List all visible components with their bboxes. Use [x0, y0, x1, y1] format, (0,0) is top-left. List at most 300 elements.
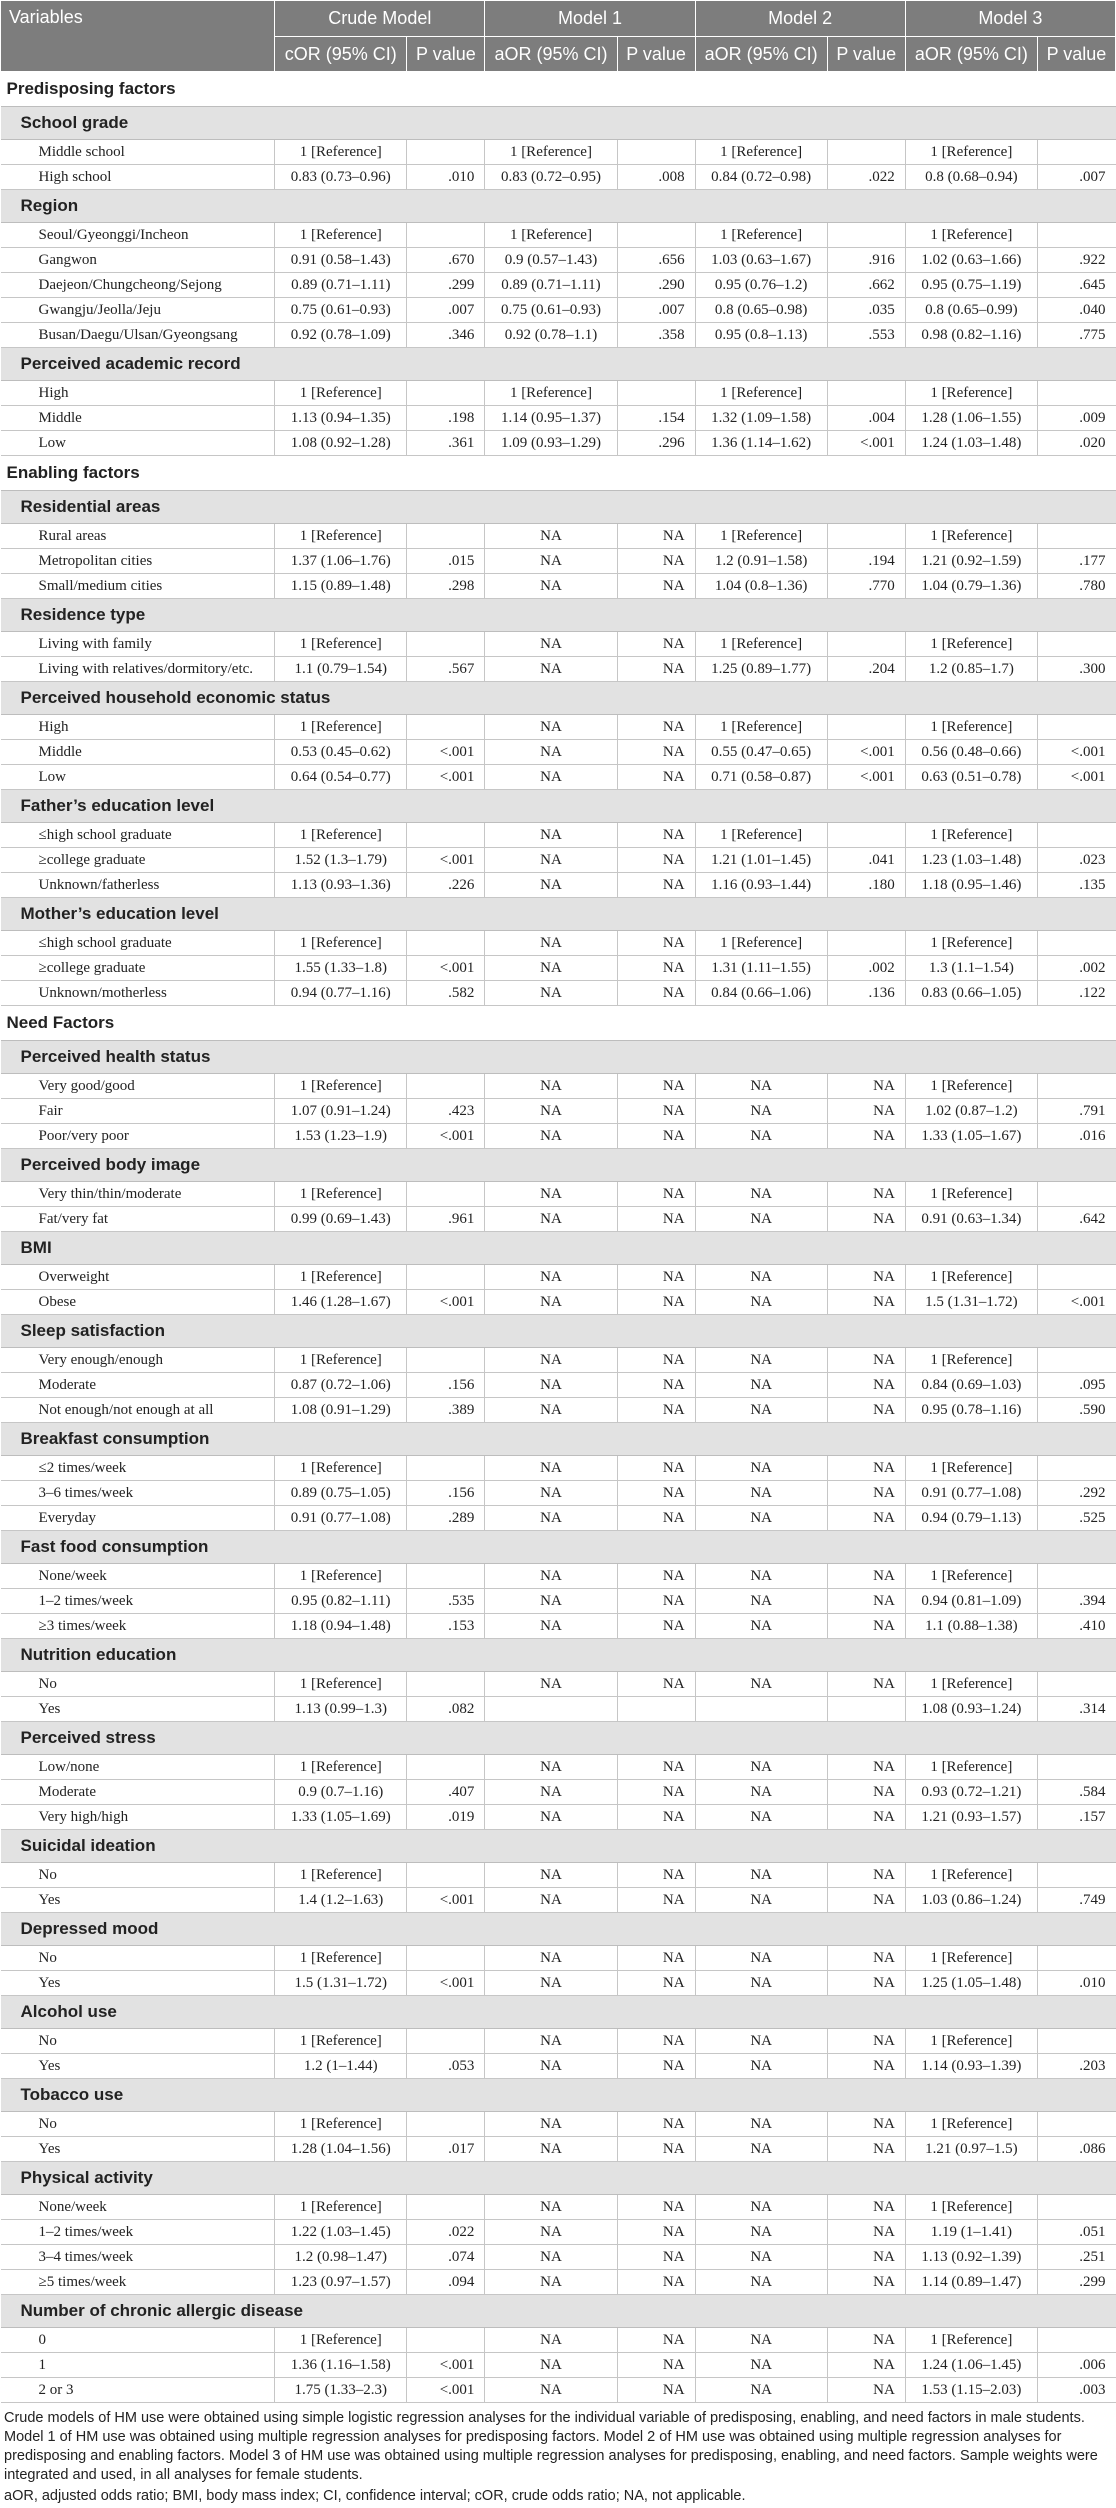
row-label: High: [1, 381, 275, 406]
group-header-row: [1, 1531, 1116, 1564]
p-value-cell: [827, 1697, 905, 1722]
p-value-cell: NA: [617, 2270, 695, 2295]
odds-ratio-cell: NA: [485, 2378, 617, 2403]
p-value-cell: [1037, 1863, 1115, 1888]
odds-ratio-cell: 0.93 (0.72–1.21): [905, 1780, 1037, 1805]
col-header-p-value: P value: [1037, 37, 1115, 72]
odds-ratio-cell: 1 [Reference]: [905, 1946, 1037, 1971]
odds-ratio-cell: NA: [695, 2378, 827, 2403]
odds-ratio-cell: 0.71 (0.58–0.87): [695, 765, 827, 790]
p-value-cell: [407, 1348, 485, 1373]
p-value-cell: [1037, 2029, 1115, 2054]
odds-ratio-cell: 1.5 (1.31–1.72): [275, 1971, 407, 1996]
group-title: Perceived body image: [1, 1149, 1116, 1182]
p-value-cell: [1037, 931, 1115, 956]
odds-ratio-cell: NA: [485, 1946, 617, 1971]
group-title: Nutrition education: [1, 1639, 1116, 1672]
p-value-cell: NA: [617, 765, 695, 790]
p-value-cell: .022: [407, 2220, 485, 2245]
table-row: [1, 1614, 1116, 1639]
odds-ratio-cell: 0.84 (0.66–1.06): [695, 981, 827, 1006]
p-value-cell: [827, 381, 905, 406]
p-value-cell: .251: [1037, 2245, 1115, 2270]
p-value-cell: [827, 223, 905, 248]
odds-ratio-cell: 1 [Reference]: [275, 1265, 407, 1290]
row-label: Not enough/not enough at all: [1, 1398, 275, 1423]
p-value-cell: NA: [827, 1564, 905, 1589]
table-row: [1, 524, 1116, 549]
p-value-cell: .226: [407, 873, 485, 898]
p-value-cell: .041: [827, 848, 905, 873]
p-value-cell: NA: [617, 1456, 695, 1481]
p-value-cell: [617, 140, 695, 165]
p-value-cell: .770: [827, 574, 905, 599]
odds-ratio-cell: 1.08 (0.92–1.28): [275, 431, 407, 456]
col-header-cor: cOR (95% CI): [275, 37, 407, 72]
p-value-cell: .156: [407, 1481, 485, 1506]
row-label: Middle school: [1, 140, 275, 165]
p-value-cell: NA: [617, 1481, 695, 1506]
odds-ratio-cell: NA: [485, 740, 617, 765]
p-value-cell: .584: [1037, 1780, 1115, 1805]
p-value-cell: [1037, 524, 1115, 549]
p-value-cell: .040: [1037, 298, 1115, 323]
odds-ratio-cell: 1.31 (1.11–1.55): [695, 956, 827, 981]
p-value-cell: NA: [617, 873, 695, 898]
table-row: [1, 1697, 1116, 1722]
p-value-cell: NA: [617, 1348, 695, 1373]
p-value-cell: [1037, 632, 1115, 657]
p-value-cell: .299: [1037, 2270, 1115, 2295]
table-row: [1, 140, 1116, 165]
odds-ratio-cell: 1 [Reference]: [905, 1074, 1037, 1099]
p-value-cell: .194: [827, 549, 905, 574]
p-value-cell: NA: [827, 1373, 905, 1398]
row-label: Small/medium cities: [1, 574, 275, 599]
table-row: [1, 1946, 1116, 1971]
crude-model-header: Crude Model: [275, 1, 485, 37]
p-value-cell: .010: [1037, 1971, 1115, 1996]
table-row: [1, 931, 1116, 956]
odds-ratio-cell: 1 [Reference]: [275, 1074, 407, 1099]
p-value-cell: NA: [827, 1398, 905, 1423]
odds-ratio-cell: 1.55 (1.33–1.8): [275, 956, 407, 981]
odds-ratio-cell: 0.91 (0.63–1.34): [905, 1207, 1037, 1232]
odds-ratio-cell: 0.91 (0.58–1.43): [275, 248, 407, 273]
odds-ratio-cell: 0.9 (0.7–1.16): [275, 1780, 407, 1805]
p-value-cell: .007: [617, 298, 695, 323]
row-label: 1–2 times/week: [1, 1589, 275, 1614]
p-value-cell: [407, 2328, 485, 2353]
odds-ratio-cell: 1.09 (0.93–1.29): [485, 431, 617, 456]
odds-ratio-cell: 1.2 (0.98–1.47): [275, 2245, 407, 2270]
group-header-row: [1, 107, 1116, 140]
p-value-cell: .095: [1037, 1373, 1115, 1398]
odds-ratio-cell: NA: [485, 2245, 617, 2270]
odds-ratio-cell: NA: [695, 2029, 827, 2054]
odds-ratio-cell: 1 [Reference]: [695, 381, 827, 406]
odds-ratio-cell: 1 [Reference]: [275, 823, 407, 848]
odds-ratio-cell: NA: [485, 1481, 617, 1506]
row-label: Very enough/enough: [1, 1348, 275, 1373]
odds-ratio-cell: 0.84 (0.72–0.98): [695, 165, 827, 190]
table-row: [1, 298, 1116, 323]
p-value-cell: NA: [617, 657, 695, 682]
odds-ratio-cell: NA: [695, 1265, 827, 1290]
p-value-cell: .346: [407, 323, 485, 348]
odds-ratio-cell: 1.13 (0.92–1.39): [905, 2245, 1037, 2270]
odds-ratio-cell: NA: [485, 2137, 617, 2162]
p-value-cell: [1037, 1946, 1115, 1971]
row-label: Moderate: [1, 1780, 275, 1805]
odds-ratio-cell: 1.13 (0.93–1.36): [275, 873, 407, 898]
p-value-cell: NA: [617, 1564, 695, 1589]
p-value-cell: NA: [827, 1124, 905, 1149]
row-label: Daejeon/Chungcheong/Sejong: [1, 273, 275, 298]
p-value-cell: .003: [1037, 2378, 1115, 2403]
odds-ratio-cell: 1.14 (0.95–1.37): [485, 406, 617, 431]
p-value-cell: NA: [827, 1888, 905, 1913]
p-value-cell: NA: [617, 574, 695, 599]
odds-ratio-cell: 1.33 (1.05–1.67): [905, 1124, 1037, 1149]
p-value-cell: NA: [617, 1805, 695, 1830]
p-value-cell: <.001: [1037, 1290, 1115, 1315]
p-value-cell: .670: [407, 248, 485, 273]
group-title: Residential areas: [1, 491, 1116, 524]
odds-ratio-cell: NA: [485, 1373, 617, 1398]
group-title: Sleep satisfaction: [1, 1315, 1116, 1348]
odds-ratio-cell: 1 [Reference]: [905, 1564, 1037, 1589]
p-value-cell: [617, 381, 695, 406]
odds-ratio-cell: 1.3 (1.1–1.54): [905, 956, 1037, 981]
p-value-cell: NA: [617, 848, 695, 873]
odds-ratio-cell: 0.83 (0.66–1.05): [905, 981, 1037, 1006]
p-value-cell: NA: [827, 2054, 905, 2079]
odds-ratio-cell: 1.02 (0.87–1.2): [905, 1099, 1037, 1124]
row-label: Everyday: [1, 1506, 275, 1531]
table-row: [1, 1207, 1116, 1232]
p-value-cell: <.001: [407, 2353, 485, 2378]
p-value-cell: [617, 1697, 695, 1722]
p-value-cell: .590: [1037, 1398, 1115, 1423]
p-value-cell: <.001: [407, 1971, 485, 1996]
p-value-cell: .749: [1037, 1888, 1115, 1913]
odds-ratio-cell: NA: [485, 1182, 617, 1207]
row-label: Overweight: [1, 1265, 275, 1290]
p-value-cell: NA: [827, 1672, 905, 1697]
odds-ratio-cell: 0.55 (0.47–0.65): [695, 740, 827, 765]
p-value-cell: NA: [617, 1398, 695, 1423]
p-value-cell: [407, 140, 485, 165]
odds-ratio-cell: NA: [485, 1564, 617, 1589]
p-value-cell: [407, 715, 485, 740]
odds-ratio-cell: 1.5 (1.31–1.72): [905, 1290, 1037, 1315]
p-value-cell: NA: [617, 2378, 695, 2403]
odds-ratio-cell: 1 [Reference]: [905, 2328, 1037, 2353]
p-value-cell: .019: [407, 1805, 485, 1830]
p-value-cell: .642: [1037, 1207, 1115, 1232]
odds-ratio-cell: 1.21 (1.01–1.45): [695, 848, 827, 873]
odds-ratio-cell: 1 [Reference]: [905, 2029, 1037, 2054]
odds-ratio-cell: NA: [485, 873, 617, 898]
group-header-row: [1, 790, 1116, 823]
odds-ratio-cell: NA: [485, 931, 617, 956]
p-value-cell: NA: [827, 1290, 905, 1315]
odds-ratio-cell: NA: [695, 2137, 827, 2162]
model-1-header: Model 1: [485, 1, 695, 37]
odds-ratio-cell: 0.8 (0.65–0.99): [905, 298, 1037, 323]
p-value-cell: .582: [407, 981, 485, 1006]
p-value-cell: NA: [617, 2112, 695, 2137]
group-title: Fast food consumption: [1, 1531, 1116, 1564]
group-title: Breakfast consumption: [1, 1423, 1116, 1456]
p-value-cell: NA: [827, 1481, 905, 1506]
p-value-cell: NA: [827, 1099, 905, 1124]
p-value-cell: .177: [1037, 549, 1115, 574]
table-row: [1, 765, 1116, 790]
odds-ratio-cell: NA: [485, 1348, 617, 1373]
row-label: None/week: [1, 2195, 275, 2220]
odds-ratio-cell: 1 [Reference]: [695, 931, 827, 956]
row-label: No: [1, 2112, 275, 2137]
p-value-cell: NA: [827, 2195, 905, 2220]
p-value-cell: .662: [827, 273, 905, 298]
p-value-cell: NA: [827, 1207, 905, 1232]
odds-ratio-cell: NA: [695, 2245, 827, 2270]
odds-ratio-cell: 0.98 (0.82–1.16): [905, 323, 1037, 348]
group-header-row: [1, 599, 1116, 632]
p-value-cell: .292: [1037, 1481, 1115, 1506]
odds-ratio-cell: 0.75 (0.61–0.93): [485, 298, 617, 323]
section-title: Predisposing factors: [1, 72, 1116, 107]
p-value-cell: .004: [827, 406, 905, 431]
odds-ratio-cell: NA: [485, 1398, 617, 1423]
table-row: [1, 1456, 1116, 1481]
row-label: Fat/very fat: [1, 1207, 275, 1232]
odds-ratio-cell: 0.83 (0.73–0.96): [275, 165, 407, 190]
p-value-cell: NA: [617, 1074, 695, 1099]
p-value-cell: NA: [617, 1589, 695, 1614]
p-value-cell: NA: [617, 1290, 695, 1315]
group-header-row: [1, 2162, 1116, 2195]
odds-ratio-cell: 1.23 (0.97–1.57): [275, 2270, 407, 2295]
row-label: Gangwon: [1, 248, 275, 273]
table-row: [1, 323, 1116, 348]
p-value-cell: [407, 1946, 485, 1971]
p-value-cell: <.001: [407, 740, 485, 765]
odds-ratio-cell: 1.08 (0.93–1.24): [905, 1697, 1037, 1722]
p-value-cell: .361: [407, 431, 485, 456]
table-row: [1, 165, 1116, 190]
table-row: [1, 740, 1116, 765]
p-value-cell: NA: [827, 1780, 905, 1805]
odds-ratio-cell: 1.21 (0.97–1.5): [905, 2137, 1037, 2162]
p-value-cell: [1037, 823, 1115, 848]
p-value-cell: .296: [617, 431, 695, 456]
table-row: [1, 2220, 1116, 2245]
p-value-cell: .122: [1037, 981, 1115, 1006]
p-value-cell: NA: [617, 2029, 695, 2054]
group-header-row: [1, 1041, 1116, 1074]
odds-ratio-cell: 1 [Reference]: [485, 223, 617, 248]
p-value-cell: [617, 223, 695, 248]
row-label: 3–6 times/week: [1, 1481, 275, 1506]
row-label: No: [1, 1946, 275, 1971]
odds-ratio-cell: 1 [Reference]: [905, 1182, 1037, 1207]
odds-ratio-cell: 1 [Reference]: [275, 223, 407, 248]
table-row: [1, 1780, 1116, 1805]
odds-ratio-cell: 1.25 (0.89–1.77): [695, 657, 827, 682]
odds-ratio-cell: 1 [Reference]: [905, 1348, 1037, 1373]
table-row: [1, 273, 1116, 298]
group-header-row: [1, 491, 1116, 524]
odds-ratio-cell: 1 [Reference]: [275, 931, 407, 956]
group-title: Perceived health status: [1, 1041, 1116, 1074]
table-body: [1, 72, 1116, 2403]
row-label: Fair: [1, 1099, 275, 1124]
p-value-cell: NA: [827, 2353, 905, 2378]
odds-ratio-cell: NA: [485, 956, 617, 981]
odds-ratio-cell: 1.1 (0.79–1.54): [275, 657, 407, 682]
p-value-cell: [1037, 1456, 1115, 1481]
row-label: Low: [1, 431, 275, 456]
p-value-cell: NA: [827, 2245, 905, 2270]
odds-ratio-cell: NA: [485, 1589, 617, 1614]
odds-ratio-cell: NA: [695, 2195, 827, 2220]
odds-ratio-cell: 1 [Reference]: [905, 1265, 1037, 1290]
table-row: [1, 1481, 1116, 1506]
odds-ratio-cell: 1.23 (1.03–1.48): [905, 848, 1037, 873]
p-value-cell: NA: [617, 1207, 695, 1232]
odds-ratio-cell: NA: [485, 1755, 617, 1780]
odds-ratio-cell: 1 [Reference]: [275, 381, 407, 406]
p-value-cell: NA: [617, 1373, 695, 1398]
p-value-cell: .645: [1037, 273, 1115, 298]
odds-ratio-cell: NA: [485, 1805, 617, 1830]
odds-ratio-cell: 0.56 (0.48–0.66): [905, 740, 1037, 765]
odds-ratio-cell: 1 [Reference]: [905, 223, 1037, 248]
row-label: Obese: [1, 1290, 275, 1315]
group-title: Tobacco use: [1, 2079, 1116, 2112]
p-value-cell: NA: [617, 2353, 695, 2378]
p-value-cell: .922: [1037, 248, 1115, 273]
p-value-cell: .135: [1037, 873, 1115, 898]
odds-ratio-cell: 0.89 (0.71–1.11): [275, 273, 407, 298]
odds-ratio-cell: NA: [695, 1564, 827, 1589]
odds-ratio-cell: NA: [695, 2220, 827, 2245]
row-label: No: [1, 2029, 275, 2054]
odds-ratio-cell: NA: [485, 823, 617, 848]
odds-ratio-cell: 1 [Reference]: [695, 715, 827, 740]
odds-ratio-cell: 1.1 (0.88–1.38): [905, 1614, 1037, 1639]
odds-ratio-cell: 1.14 (0.89–1.47): [905, 2270, 1037, 2295]
row-label: Middle: [1, 406, 275, 431]
p-value-cell: .553: [827, 323, 905, 348]
p-value-cell: .156: [407, 1373, 485, 1398]
odds-ratio-cell: NA: [485, 1672, 617, 1697]
p-value-cell: [1037, 1755, 1115, 1780]
p-value-cell: .002: [827, 956, 905, 981]
row-label: Metropolitan cities: [1, 549, 275, 574]
odds-ratio-cell: 1 [Reference]: [905, 1755, 1037, 1780]
odds-ratio-cell: NA: [485, 1971, 617, 1996]
p-value-cell: .525: [1037, 1506, 1115, 1531]
odds-ratio-cell: 1.04 (0.8–1.36): [695, 574, 827, 599]
p-value-cell: [827, 524, 905, 549]
odds-ratio-cell: 0.87 (0.72–1.06): [275, 1373, 407, 1398]
p-value-cell: NA: [617, 1971, 695, 1996]
odds-ratio-cell: 1 [Reference]: [485, 381, 617, 406]
group-title: Father’s education level: [1, 790, 1116, 823]
p-value-cell: <.001: [407, 1290, 485, 1315]
odds-ratio-cell: 1.36 (1.16–1.58): [275, 2353, 407, 2378]
row-label: Yes: [1, 1697, 275, 1722]
table-row: [1, 1348, 1116, 1373]
odds-ratio-cell: 0.94 (0.77–1.16): [275, 981, 407, 1006]
p-value-cell: <.001: [827, 765, 905, 790]
p-value-cell: .299: [407, 273, 485, 298]
table-row: [1, 2029, 1116, 2054]
p-value-cell: NA: [617, 549, 695, 574]
odds-ratio-cell: NA: [695, 2054, 827, 2079]
table-row: [1, 406, 1116, 431]
p-value-cell: <.001: [407, 765, 485, 790]
odds-ratio-cell: NA: [695, 1805, 827, 1830]
p-value-cell: .023: [1037, 848, 1115, 873]
p-value-cell: <.001: [1037, 765, 1115, 790]
col-header-p-value: P value: [617, 37, 695, 72]
p-value-cell: .074: [407, 2245, 485, 2270]
p-value-cell: [407, 632, 485, 657]
p-value-cell: .204: [827, 657, 905, 682]
table-row: [1, 2112, 1116, 2137]
table-row: [1, 223, 1116, 248]
p-value-cell: .015: [407, 549, 485, 574]
p-value-cell: .094: [407, 2270, 485, 2295]
col-header-p-value: P value: [407, 37, 485, 72]
p-value-cell: [407, 1074, 485, 1099]
odds-ratio-cell: 1.19 (1–1.41): [905, 2220, 1037, 2245]
p-value-cell: NA: [827, 1614, 905, 1639]
odds-ratio-cell: 1.08 (0.91–1.29): [275, 1398, 407, 1423]
group-header-row: [1, 1913, 1116, 1946]
table-row: [1, 1672, 1116, 1697]
row-label: 0: [1, 2328, 275, 2353]
table-row: [1, 1971, 1116, 1996]
group-title: Region: [1, 190, 1116, 223]
odds-ratio-cell: 1 [Reference]: [275, 632, 407, 657]
odds-ratio-cell: NA: [695, 1398, 827, 1423]
p-value-cell: .198: [407, 406, 485, 431]
odds-ratio-cell: NA: [485, 1456, 617, 1481]
odds-ratio-cell: NA: [485, 1207, 617, 1232]
col-header-aor: aOR (95% CI): [695, 37, 827, 72]
group-title: Perceived academic record: [1, 348, 1116, 381]
p-value-cell: NA: [617, 2054, 695, 2079]
p-value-cell: [407, 1265, 485, 1290]
odds-ratio-cell: 0.91 (0.77–1.08): [275, 1506, 407, 1531]
odds-ratio-cell: 1.53 (1.15–2.03): [905, 2378, 1037, 2403]
p-value-cell: .053: [407, 2054, 485, 2079]
odds-ratio-cell: NA: [485, 1099, 617, 1124]
row-label: Yes: [1, 1971, 275, 1996]
p-value-cell: NA: [617, 2328, 695, 2353]
table-row: [1, 1888, 1116, 1913]
p-value-cell: NA: [827, 1805, 905, 1830]
group-header-row: [1, 1232, 1116, 1265]
odds-ratio-cell: NA: [485, 1780, 617, 1805]
p-value-cell: [407, 1672, 485, 1697]
